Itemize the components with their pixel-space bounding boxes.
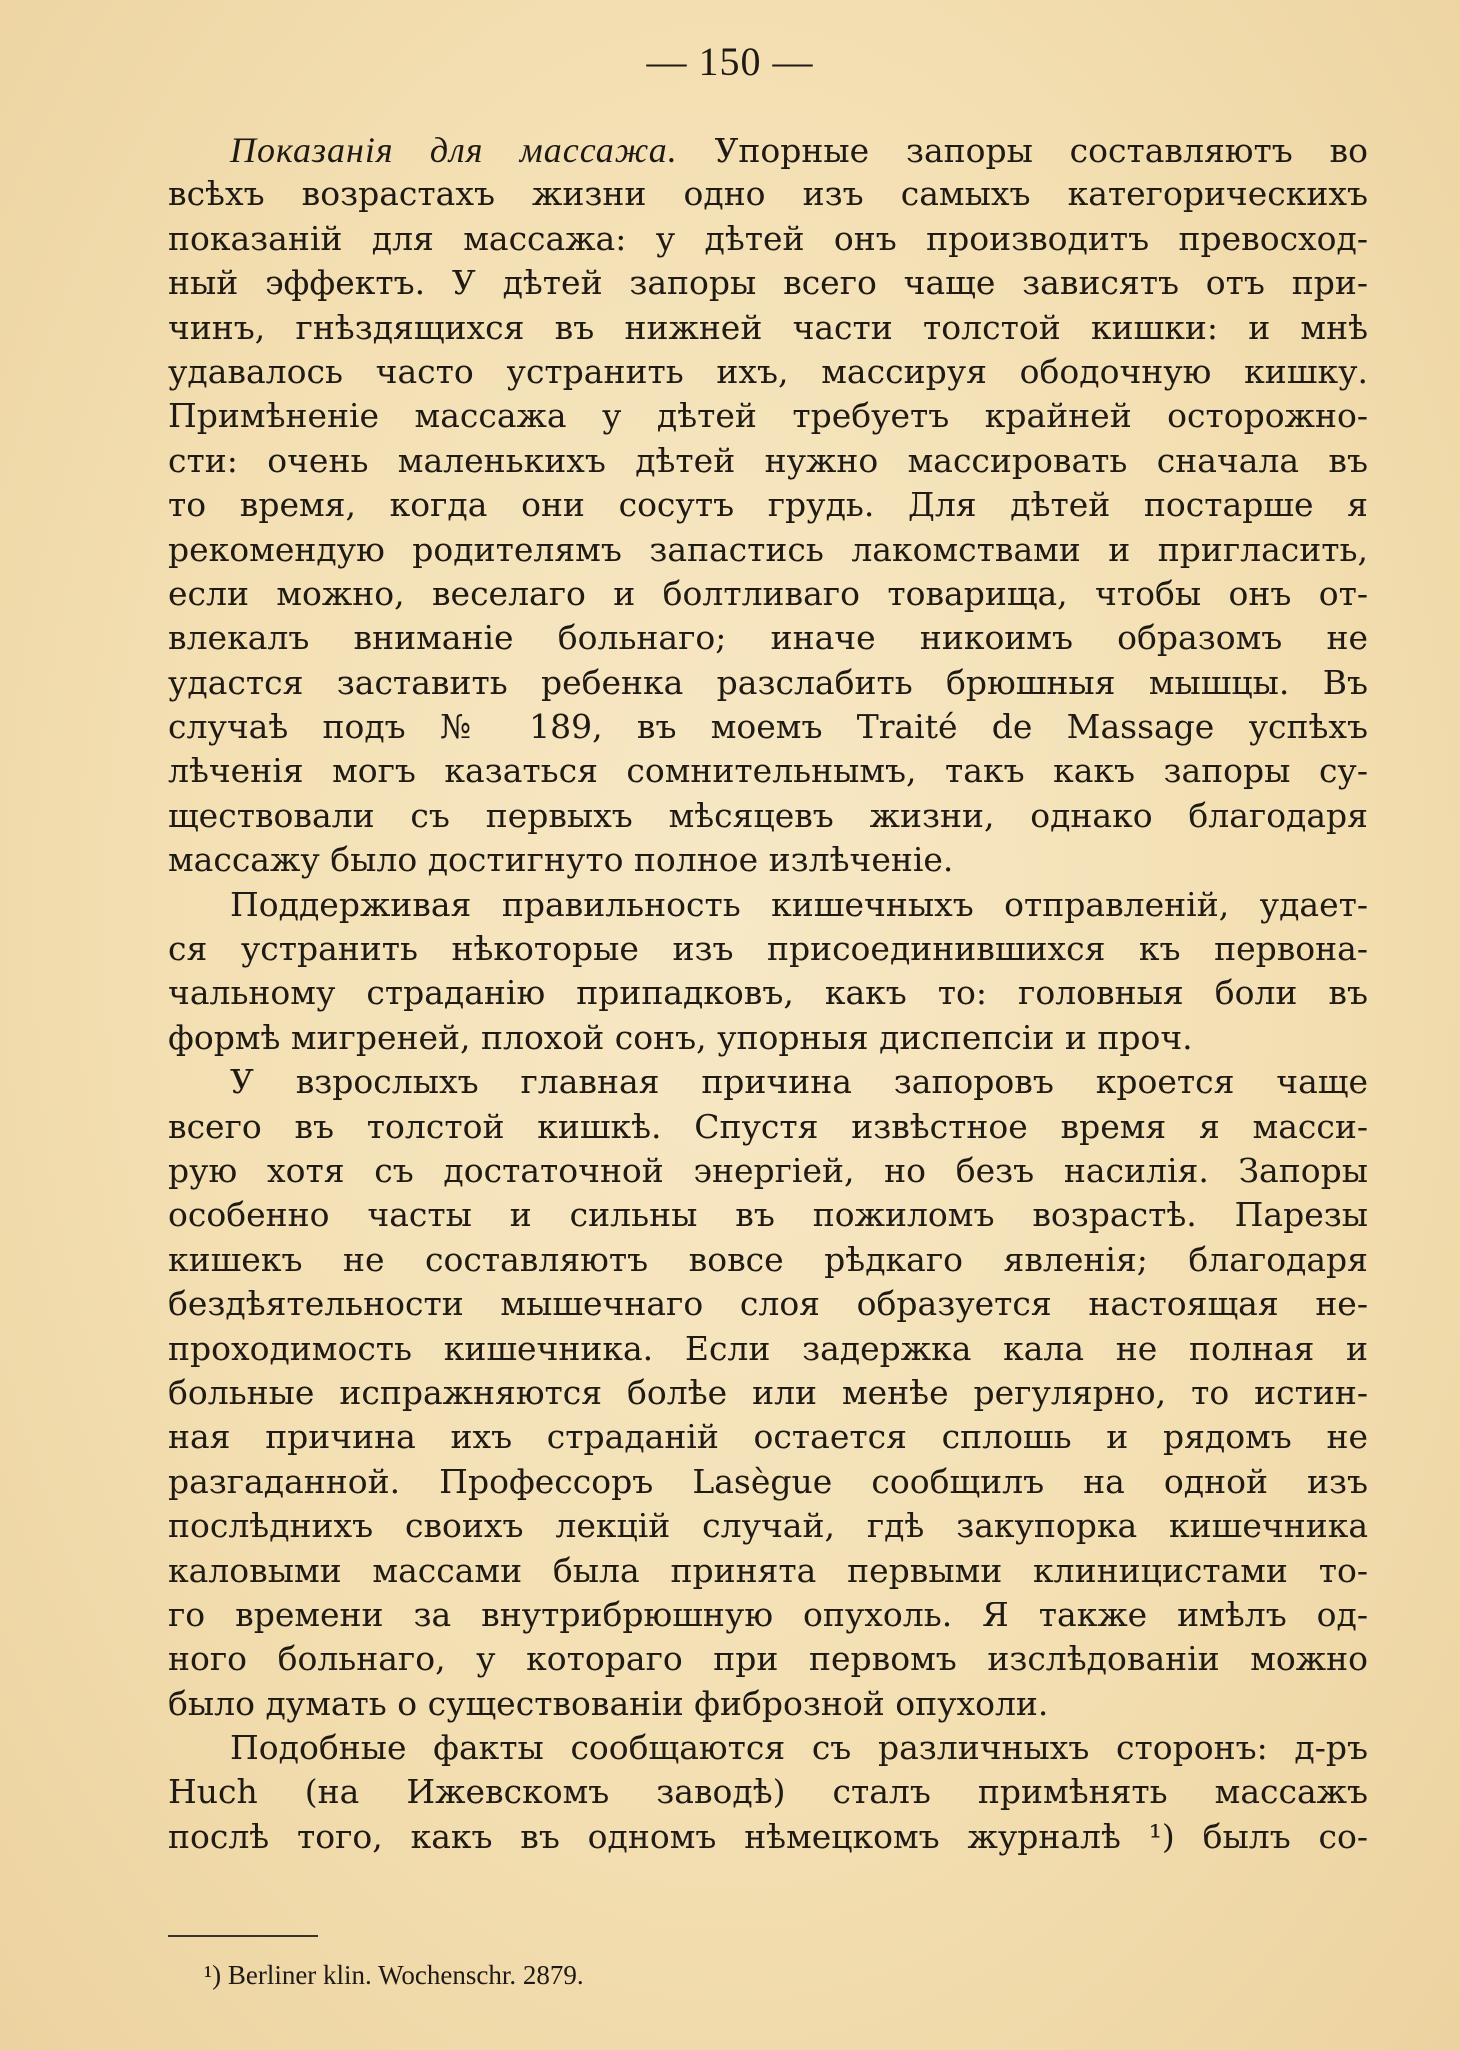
text-line: бездѣятельности мышечнаго слоя образуется настоящая не- bbox=[168, 1284, 1368, 1324]
footnote: ¹) Berliner klin. Wochenschr. 2879. bbox=[204, 1960, 584, 1990]
text-line: всѣхъ возрастахъ жизни одно изъ самыхъ категорическихъ bbox=[168, 174, 1368, 214]
footnote-divider bbox=[168, 1935, 318, 1937]
text-line: Подобные факты сообщаются съ различныхъ сторонъ: д-ръ bbox=[230, 1728, 1368, 1768]
text-line: сти: очень маленькихъ дѣтей нужно массировать сначала въ bbox=[168, 440, 1368, 480]
text-line: каловыми массами была принята первыми клиницистами то- bbox=[168, 1550, 1368, 1590]
text-line: послѣднихъ своихъ лекцій случай, гдѣ закупорка кишечника bbox=[168, 1506, 1368, 1546]
text-line: ществовали съ первыхъ мѣсяцевъ жизни, однако благодаря bbox=[168, 795, 1368, 835]
text-line: ная причина ихъ страданій остается сплошь и рядомъ не bbox=[168, 1417, 1368, 1457]
text-line: ся устранить нѣкоторые изъ присоединившихся къ первона- bbox=[168, 929, 1368, 969]
text-line: больные испражняются болѣе или менѣе регулярно, то истин- bbox=[168, 1372, 1368, 1412]
text-line: чинъ, гнѣздящихся въ нижней части толстой кишки: и мнѣ bbox=[168, 307, 1368, 347]
text-line: влекалъ вниманіе больнаго; иначе никоимъ образомъ не bbox=[168, 618, 1368, 658]
text-line: показаній для массажа: у дѣтей онъ производитъ превосход- bbox=[168, 218, 1368, 258]
text-line: послѣ того, какъ въ одномъ нѣмецкомъ журналѣ ¹) былъ со- bbox=[168, 1816, 1368, 1856]
text-line: чальному страданію припадковъ, какъ то: головныя боли въ bbox=[168, 973, 1368, 1013]
section-heading: Показанія для массажа. bbox=[230, 130, 678, 170]
text-line: если можно, веселаго и болтливаго товарища, чтобы онъ от- bbox=[168, 573, 1368, 613]
text-line: го времени за внутрибрюшную опухоль. Я также имѣлъ од- bbox=[168, 1594, 1368, 1634]
text-line: удастся заставить ребенка разслабить брюшныя мышцы. Въ bbox=[168, 662, 1368, 702]
text-line: удавалось часто устранить ихъ, массируя ободочную кишку. bbox=[168, 351, 1368, 391]
text-line: ного больнаго, у котораго при первомъ изслѣдованіи можно bbox=[168, 1639, 1368, 1679]
text-line: особенно часты и сильны въ пожиломъ возрастѣ. Парезы bbox=[168, 1195, 1368, 1235]
page-number: — 150 — bbox=[646, 39, 814, 84]
text-line: случаѣ подъ № 189, въ моемъ Traité de Massage успѣхъ bbox=[168, 707, 1368, 747]
text-line: рекомендую родителямъ запастись лакомствами и пригласить, bbox=[168, 529, 1368, 569]
text-line: было думать о существованіи фиброзной опухоли. bbox=[168, 1683, 1049, 1723]
text-line bbox=[168, 128, 1368, 172]
text-line: лѣченія могъ казаться сомнительнымъ, такъ какъ запоры су- bbox=[168, 751, 1368, 791]
text-fragment: Упорные запоры составляютъ во bbox=[677, 131, 1368, 170]
text-line: формѣ мигреней, плохой сонъ, упорныя диспепсіи и проч. bbox=[168, 1017, 1193, 1057]
text-line: всего въ толстой кишкѣ. Спустя извѣстное время я масси- bbox=[168, 1106, 1368, 1146]
text-line: У взрослыхъ главная причина запоровъ кроется чаще bbox=[230, 1062, 1368, 1102]
text-line: Примѣненіе массажа у дѣтей требуетъ крайней осторожно- bbox=[168, 396, 1368, 436]
text-line: Huch (на Ижевскомъ заводѣ) сталъ примѣнять массажъ bbox=[168, 1772, 1368, 1812]
text-line: рую хотя съ достаточной энергіей, но безъ насилія. Запоры bbox=[168, 1150, 1368, 1190]
text-line: проходимость кишечника. Если задержка кала не полная и bbox=[168, 1328, 1368, 1368]
text-line: массажу было достигнуто полное излѣченіе. bbox=[168, 840, 954, 880]
text-line: ный эффектъ. У дѣтей запоры всего чаще зависятъ отъ при- bbox=[168, 263, 1368, 303]
text-line: то время, когда они сосутъ грудь. Для дѣтей постарше я bbox=[168, 485, 1368, 525]
text-line: разгаданной. Профессоръ Lasègue сообщилъ на одной изъ bbox=[168, 1461, 1368, 1501]
text-line: кишекъ не составляютъ вовсе рѣдкаго явленія; благодаря bbox=[168, 1239, 1368, 1279]
body-text bbox=[168, 128, 1368, 1859]
text-line: Поддерживая правильность кишечныхъ отправленій, удает- bbox=[230, 884, 1368, 924]
